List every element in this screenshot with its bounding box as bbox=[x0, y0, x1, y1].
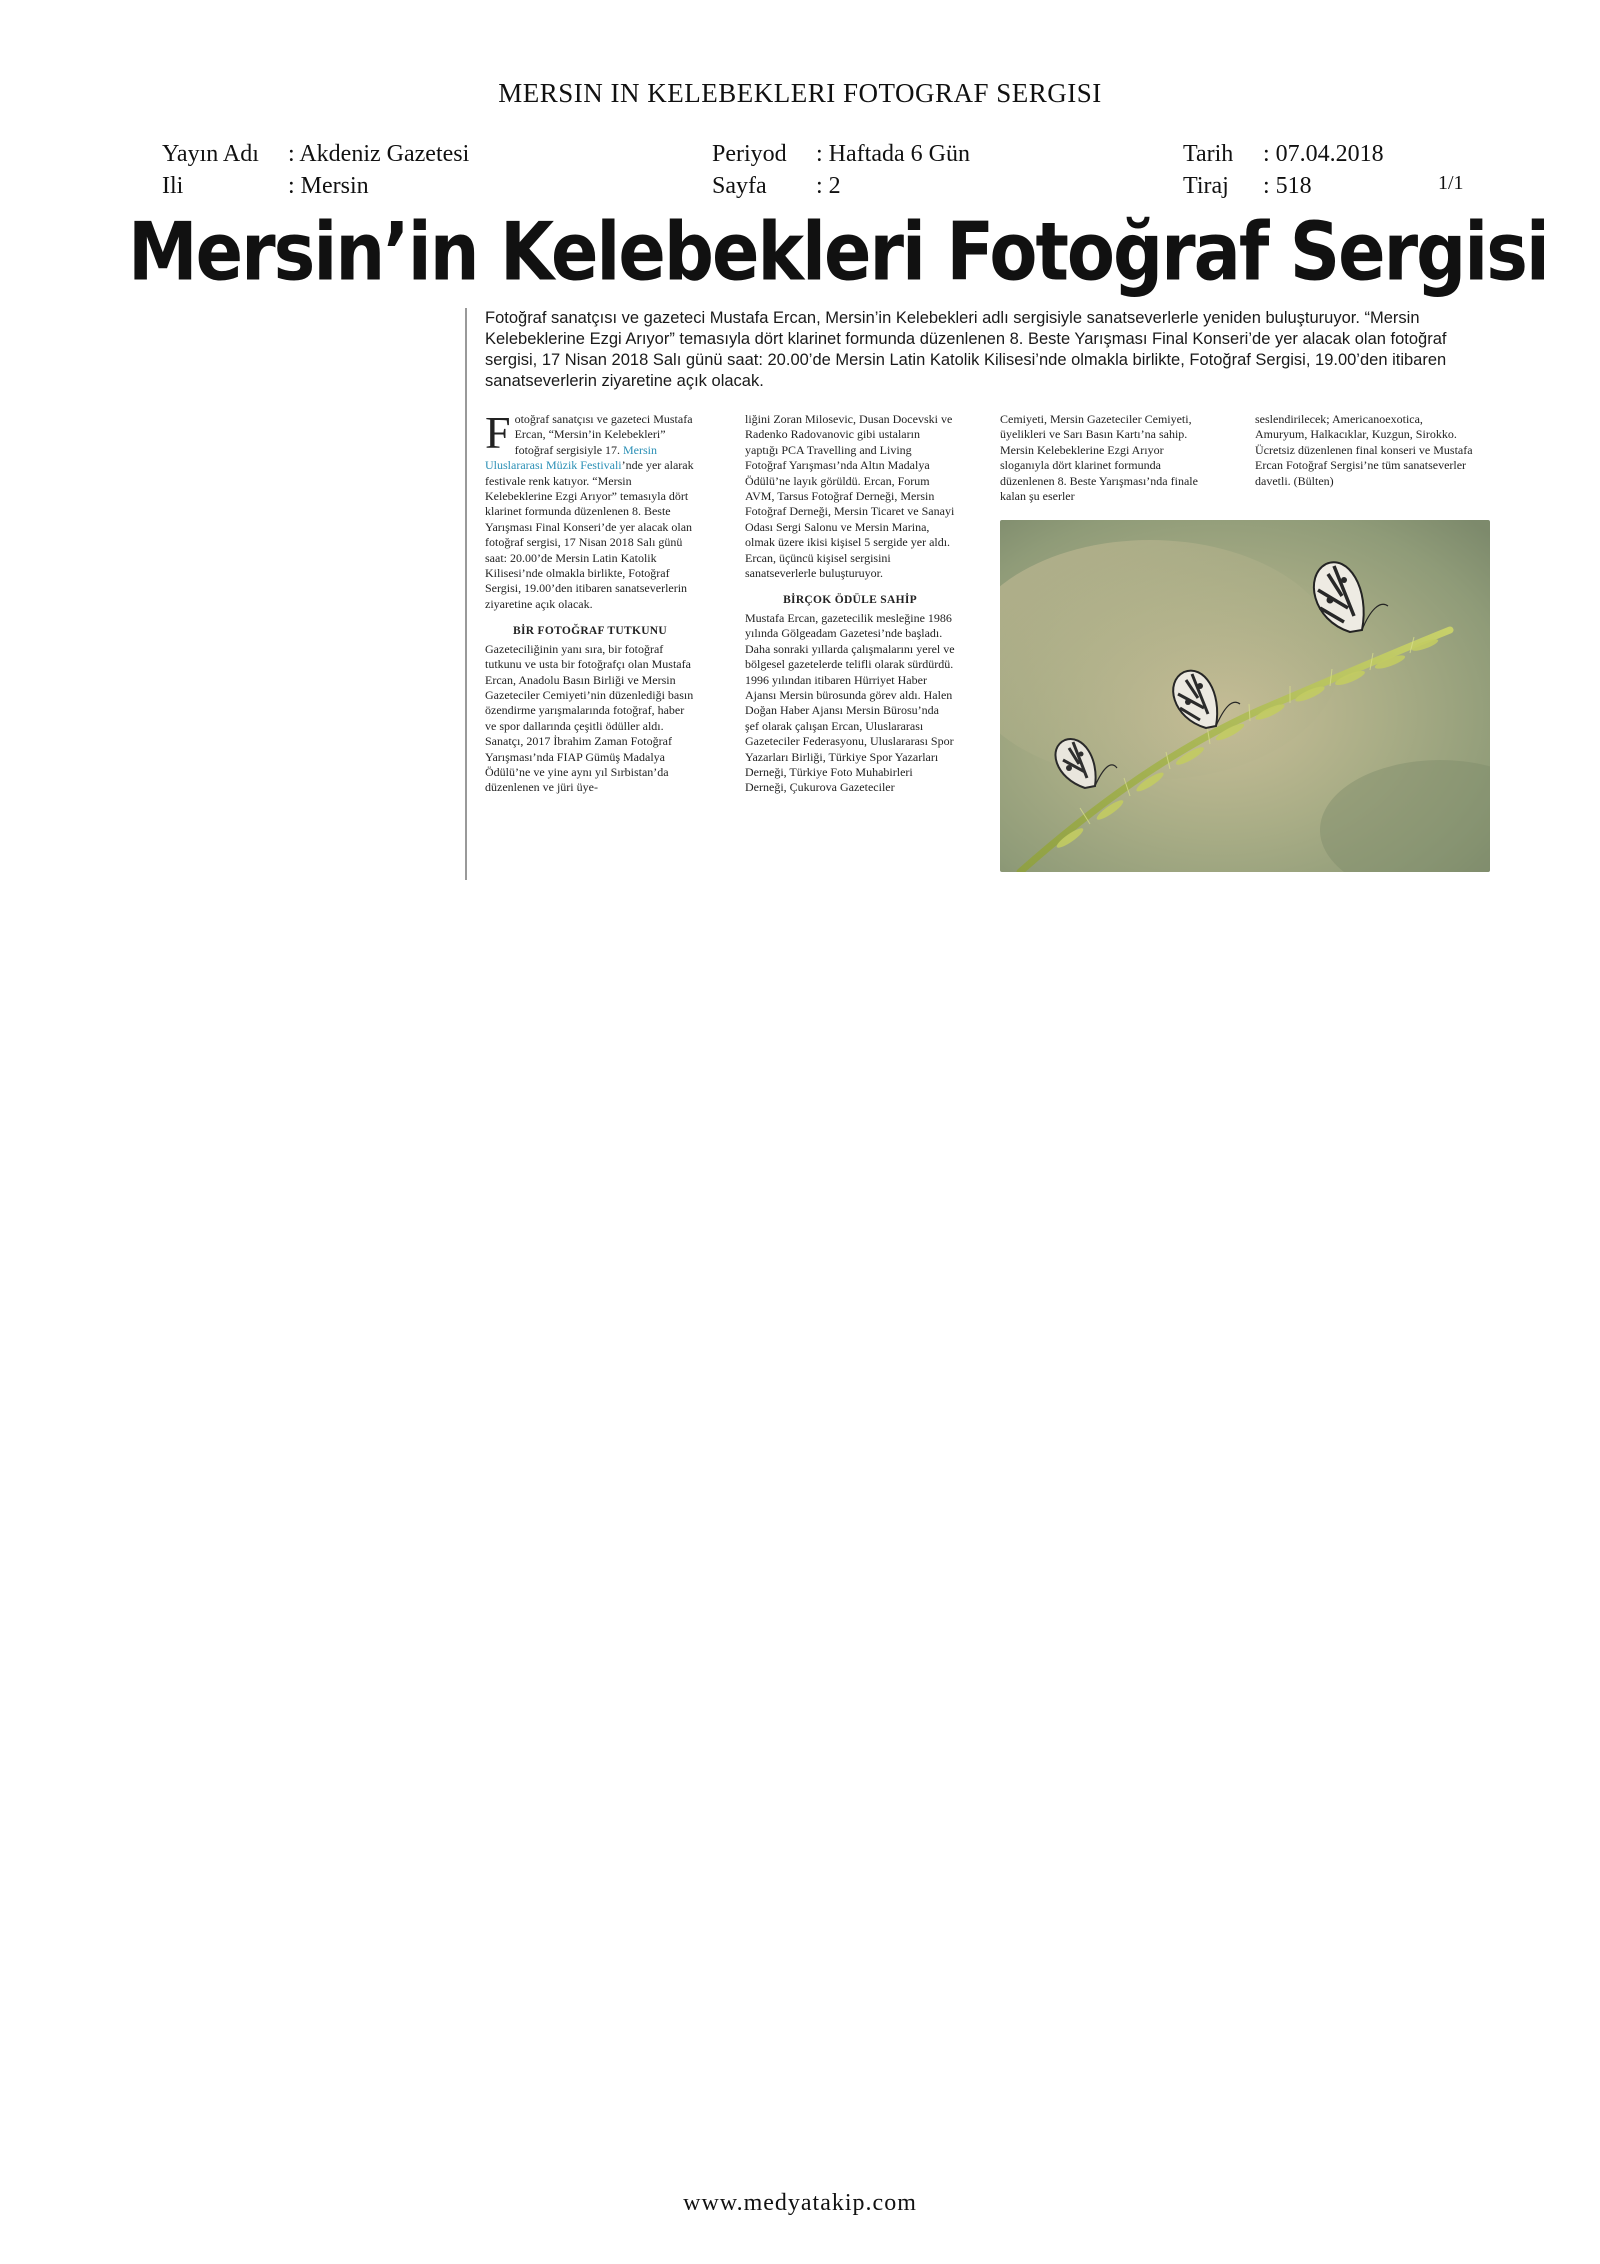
footer-url: www.medyatakip.com bbox=[683, 2190, 917, 2216]
body-column-4 bbox=[1255, 412, 1475, 489]
body-column-2 bbox=[745, 412, 955, 796]
article-headline: Mersin’in Kelebekleri Fotoğraf Sergisi bbox=[128, 205, 1548, 299]
body-text: ’nde yer alarak festivale renk katıyor. “Mersin Kelebeklerine Ezgi Arıyor” temasıyla dört klarinet formunda düzenlenen 8. Beste Yarışması Final Konseri’de yer alacak olan fotoğraf sergisi, 17 Nisan 2018 Salı günü saat: 20.00’de Mersin Latin Katolik Kilisesi’nde olmakla birlikte, Fotoğraf Sergisi, 19.00’den itibaren sanatseverlerin ziyaretine açık olacak. bbox=[485, 458, 694, 611]
meta-value: : Mersin bbox=[288, 173, 369, 199]
column-rule bbox=[465, 308, 467, 880]
meta-value: : 518 bbox=[1263, 173, 1312, 199]
body-paragraph: liğini Zoran Milosevic, Dusan Docevski ve Radenko Radovanovic gibi ustaların yaptığı PCA Travelling and Living Fotoğraf Yarışması’nda Altın Madalya Ödülü’ne layık görüldü. Ercan, Forum AVM, Tarsus Fotoğraf Derneği, Mersin Fotoğraf Derneği, Mersin Ticaret ve Sanayi Odası Sergi Salonu ve Mersin Marina, olmak üzere ikisi kişisel 5 sergide yer aldı. Ercan, üçüncü kişisel sergisini sanatseverlerle buluşturuyor. bbox=[745, 412, 955, 581]
meta-value: : Haftada 6 Gün bbox=[816, 141, 970, 167]
meta-period bbox=[712, 138, 970, 202]
meta-value: : 07.04.2018 bbox=[1263, 141, 1384, 167]
meta-label: Tarih bbox=[1183, 141, 1234, 167]
meta-label: Ili bbox=[162, 173, 184, 199]
body-paragraph: Mustafa Ercan, gazetecilik mesleğine 1986 yılında Gölgeadam Gazetesi’nde başladı. Daha sonraki yıllarda çalışmalarını yerel ve bölgesel gazetelerde telifli olarak sürdürdü. 1996 yılından itibaren Hürriyet Haber Ajansı Mersin bürosunda görev aldı. Halen Doğan Haber Ajansı Mersin Bürosu’nda şef olarak çalışan Ercan, Uluslararası Gazeteciler Federasyonu, Uluslararası Spor Yazarları Birliği, Türkiye Spor Yazarları Derneği, Türkiye Foto Muhabirleri Derneği, Çukurova Gazeteciler bbox=[745, 610, 955, 795]
section-subhead: BİR FOTOĞRAF TUTKUNU bbox=[512, 625, 668, 638]
body-paragraph bbox=[485, 407, 695, 612]
meta-label: Sayfa bbox=[712, 173, 767, 199]
body-text: otoğraf sanatçısı ve gazeteci Mustafa Ercan, “Mersin’in Kelebekleri” fotoğraf sergisiyle 17. bbox=[514, 412, 693, 457]
meta-value: : 2 bbox=[816, 173, 841, 199]
meta-publication bbox=[162, 138, 469, 202]
section-subhead: BİRÇOK ÖDÜLE SAHİP bbox=[783, 594, 917, 607]
meta-value: : Akdeniz Gazetesi bbox=[288, 141, 470, 167]
butterfly-photo bbox=[1000, 520, 1490, 872]
meta-label: Tiraj bbox=[1183, 173, 1229, 199]
article-lead: Fotoğraf sanatçısı ve gazeteci Mustafa Ercan, Mersin’in Kelebekleri adlı sergisiyle sanatseverlerle yeniden buluşturuyor. “Mersin Kelebeklerine Ezgi Arıyor” temasıyla dört klarinet formunda düzenlenen 8. Beste Yarışması Final Konseri’de yer alacak olan fotoğraf sergisi, 17 Nisan 2018 Salı günü saat: 20.00’de Mersin Latin Katolik Kilisesi’nde olmakla birlikte, Fotoğraf Sergisi, 19.00’den itibaren sanatseverlerin ziyaretine açık olacak. bbox=[485, 309, 1447, 390]
page-count: 1/1 bbox=[1438, 172, 1464, 194]
drop-cap: F bbox=[485, 407, 511, 458]
body-paragraph: seslendirilecek; Americanoexotica, Amuryum, Halkacıklar, Kuzgun, Sirokko. Ücretsiz düzenlenen final konseri ve Mustafa Ercan Fotoğraf Sergisi’ne tüm sanatseverler davetli. (Bülten) bbox=[1255, 412, 1473, 488]
meta-date bbox=[1183, 138, 1384, 202]
festival-link-text: Mersin Uluslararası Müzik Festivali bbox=[485, 442, 658, 473]
page-heading: MERSIN IN KELEBEKLERI FOTOGRAF SERGISI bbox=[498, 78, 1102, 108]
body-column-3 bbox=[1000, 412, 1200, 504]
article-clipping bbox=[465, 308, 1490, 880]
butterfly-photo-image bbox=[1000, 520, 1490, 872]
meta-label: Yayın Adı bbox=[162, 141, 259, 167]
body-paragraph: Gazeteciliğinin yanı sıra, bir fotoğraf tutkunu ve usta bir fotoğrafçı olan Mustafa Ercan, Anadolu Basın Birliği ve Mersin Gazeteciler Cemiyeti’nin düzenlediği basın özendirme yarışmalarında fotoğraf, haber ve spor dallarında çeşitli ödüller aldı. Sanatçı, 2017 İbrahim Zaman Fotoğraf Yarışması’nda FIAP Gümüş Madalya Ödülü’ne ve yine aynı yıl Sırbistan’da düzenlenen ve jüri üye- bbox=[485, 641, 694, 795]
body-paragraph: Cemiyeti, Mersin Gazeteciler Cemiyeti, üyelikleri ve Sarı Basın Kartı’na sahip. Mersin Kelebeklerine Ezgi Arıyor sloganıyla dört klarinet formunda düzenlenen 8. Beste Yarışması’nda finale kalan şu eserler bbox=[1000, 412, 1198, 504]
body-column-1 bbox=[485, 407, 695, 796]
meta-label: Periyod bbox=[712, 141, 787, 167]
